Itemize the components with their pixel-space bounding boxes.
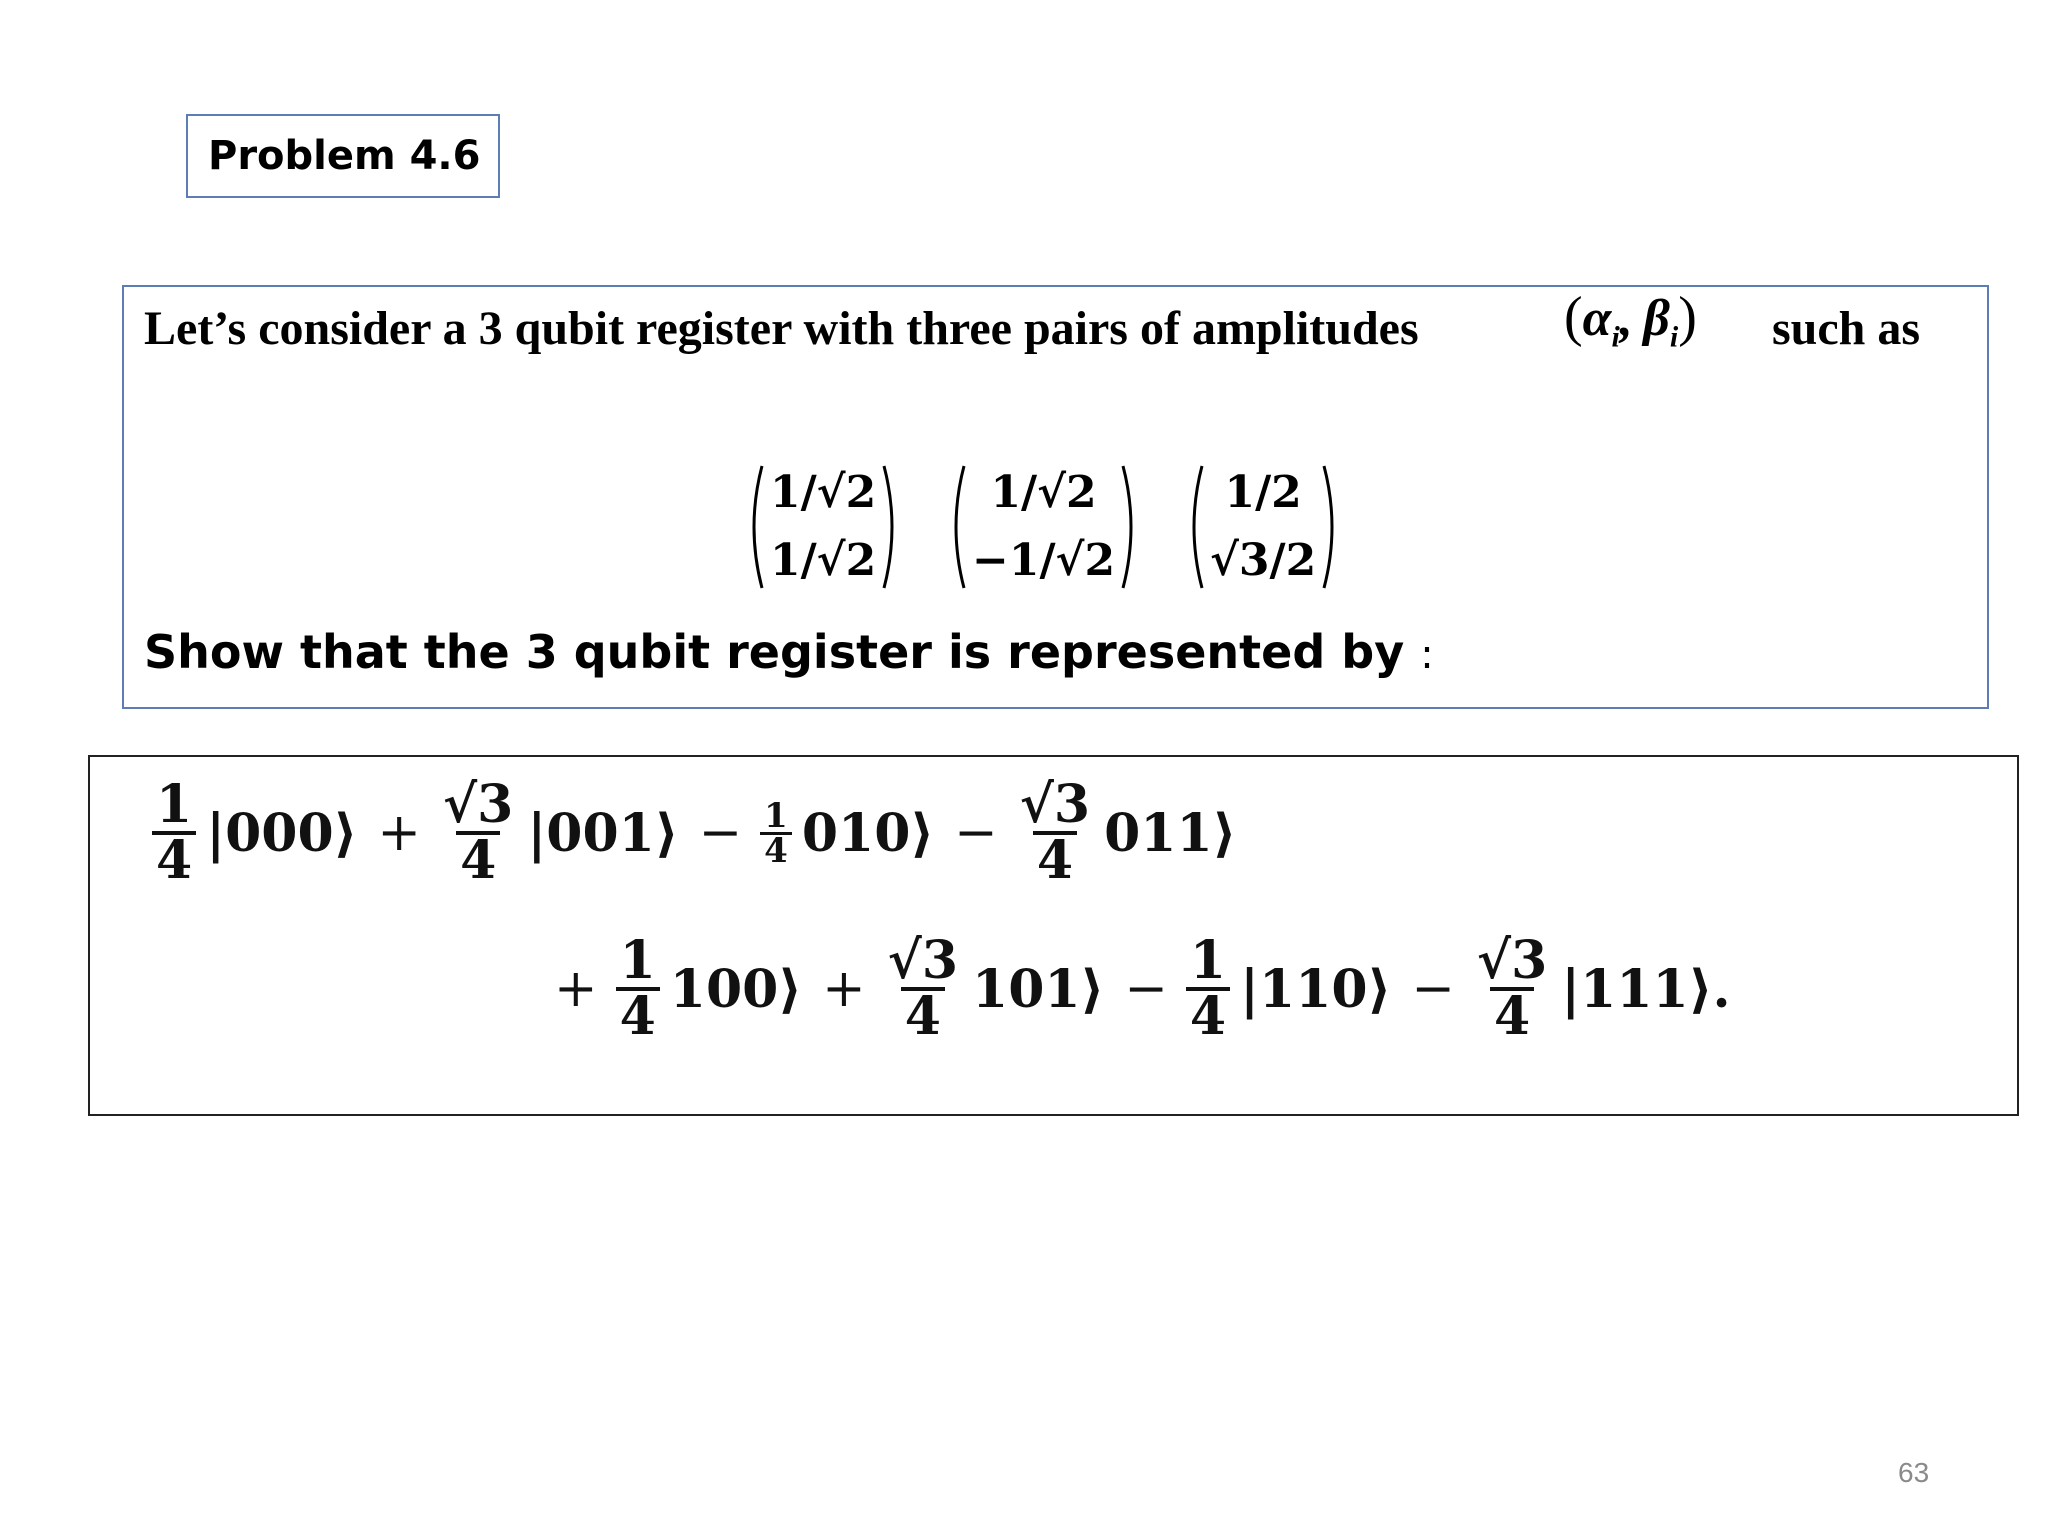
slide-number: 63 [1898,1457,1930,1488]
fraction-numerator: 1 [156,774,193,835]
fraction-denominator: 4 [1033,831,1077,887]
show-that-text [144,625,1434,679]
fraction-denominator: 4 [616,987,660,1043]
operator-sign: + [554,959,598,1019]
fraction-denominator: 4 [1186,987,1230,1043]
fraction-numerator: 1 [619,930,656,991]
amplitude-vector-2 [946,457,1141,597]
amp-comma: , [1619,290,1633,347]
fraction-denominator: 4 [1490,987,1534,1043]
right-bracket [1320,462,1342,592]
beta-subscript: i [1669,320,1679,354]
amp-open-paren: ( [1564,286,1583,348]
fraction-numerator: √3 [1019,774,1091,835]
operator-sign: − [1124,959,1168,1019]
ket-state: |111⟩. [1561,958,1731,1020]
coefficient-fraction [152,774,196,891]
ket-state: 101⟩ [972,958,1105,1020]
problem-title: Problem 4.6 [186,114,500,198]
right-bracket [880,462,902,592]
vector-1-top: 1/√2 [770,467,877,518]
operator-sign: − [1411,959,1455,1019]
vector-3-bottom: √3/2 [1210,535,1317,586]
vector-3-top: 1/2 [1224,467,1302,518]
equation-line-2 [540,930,1737,1047]
left-bracket [744,462,766,592]
alpha-symbol: α [1582,290,1612,347]
ket-state: |001⟩ [527,802,679,864]
ket-state: |110⟩ [1240,958,1392,1020]
ket-state: 011⟩ [1104,802,1237,864]
ket-state: 010⟩ [801,802,935,864]
coefficient-fraction [1016,774,1094,891]
ket-state: |000⟩ [206,802,358,864]
right-bracket [1119,462,1141,592]
amp-close-paren: ) [1678,286,1697,348]
vector-2-bottom: −1/√2 [972,535,1116,586]
beta-symbol: β [1643,290,1670,347]
fraction-numerator: √3 [443,774,514,835]
fraction-denominator: 4 [456,831,500,887]
fraction-numerator: √3 [1476,930,1548,991]
alpha-subscript: i [1611,320,1620,354]
coefficient-fraction [616,930,660,1047]
such-as-text: such as [1772,302,1921,355]
amplitude-vector-1 [744,457,902,597]
coefficient-fraction [439,774,517,891]
coefficient-fraction [1473,930,1551,1047]
fraction-denominator: 4 [901,987,945,1043]
coefficient-fraction [760,795,792,871]
result-equation-box [88,755,2019,1116]
left-bracket [946,462,968,592]
equation-line-1 [148,774,1242,891]
fraction-numerator: 1 [1189,930,1227,991]
coefficient-fraction [1186,930,1230,1047]
operator-sign: − [954,803,998,863]
fraction-denominator: 4 [152,831,196,887]
show-that-label: Show that the 3 qubit register is represented by [144,625,1405,679]
coefficient-fraction [884,930,962,1047]
fraction-denominator: 4 [760,832,792,867]
intro-text: Let’s consider a 3 qubit register with three pairs of amplitudes [144,302,1419,355]
left-bracket [1184,462,1206,592]
vector-1-bottom: 1/√2 [770,535,877,586]
fraction-numerator: √3 [887,930,959,991]
fraction-numerator: 1 [764,795,788,836]
amplitude-pair [1564,285,1697,354]
colon: : [1420,632,1434,678]
operator-sign: + [377,803,421,863]
problem-statement-box [122,285,1989,709]
amplitude-vector-3 [1184,457,1342,597]
operator-sign: − [698,803,743,863]
ket-state: 100⟩ [669,958,803,1020]
vector-2-top: 1/√2 [990,467,1097,518]
operator-sign: + [822,959,866,1019]
